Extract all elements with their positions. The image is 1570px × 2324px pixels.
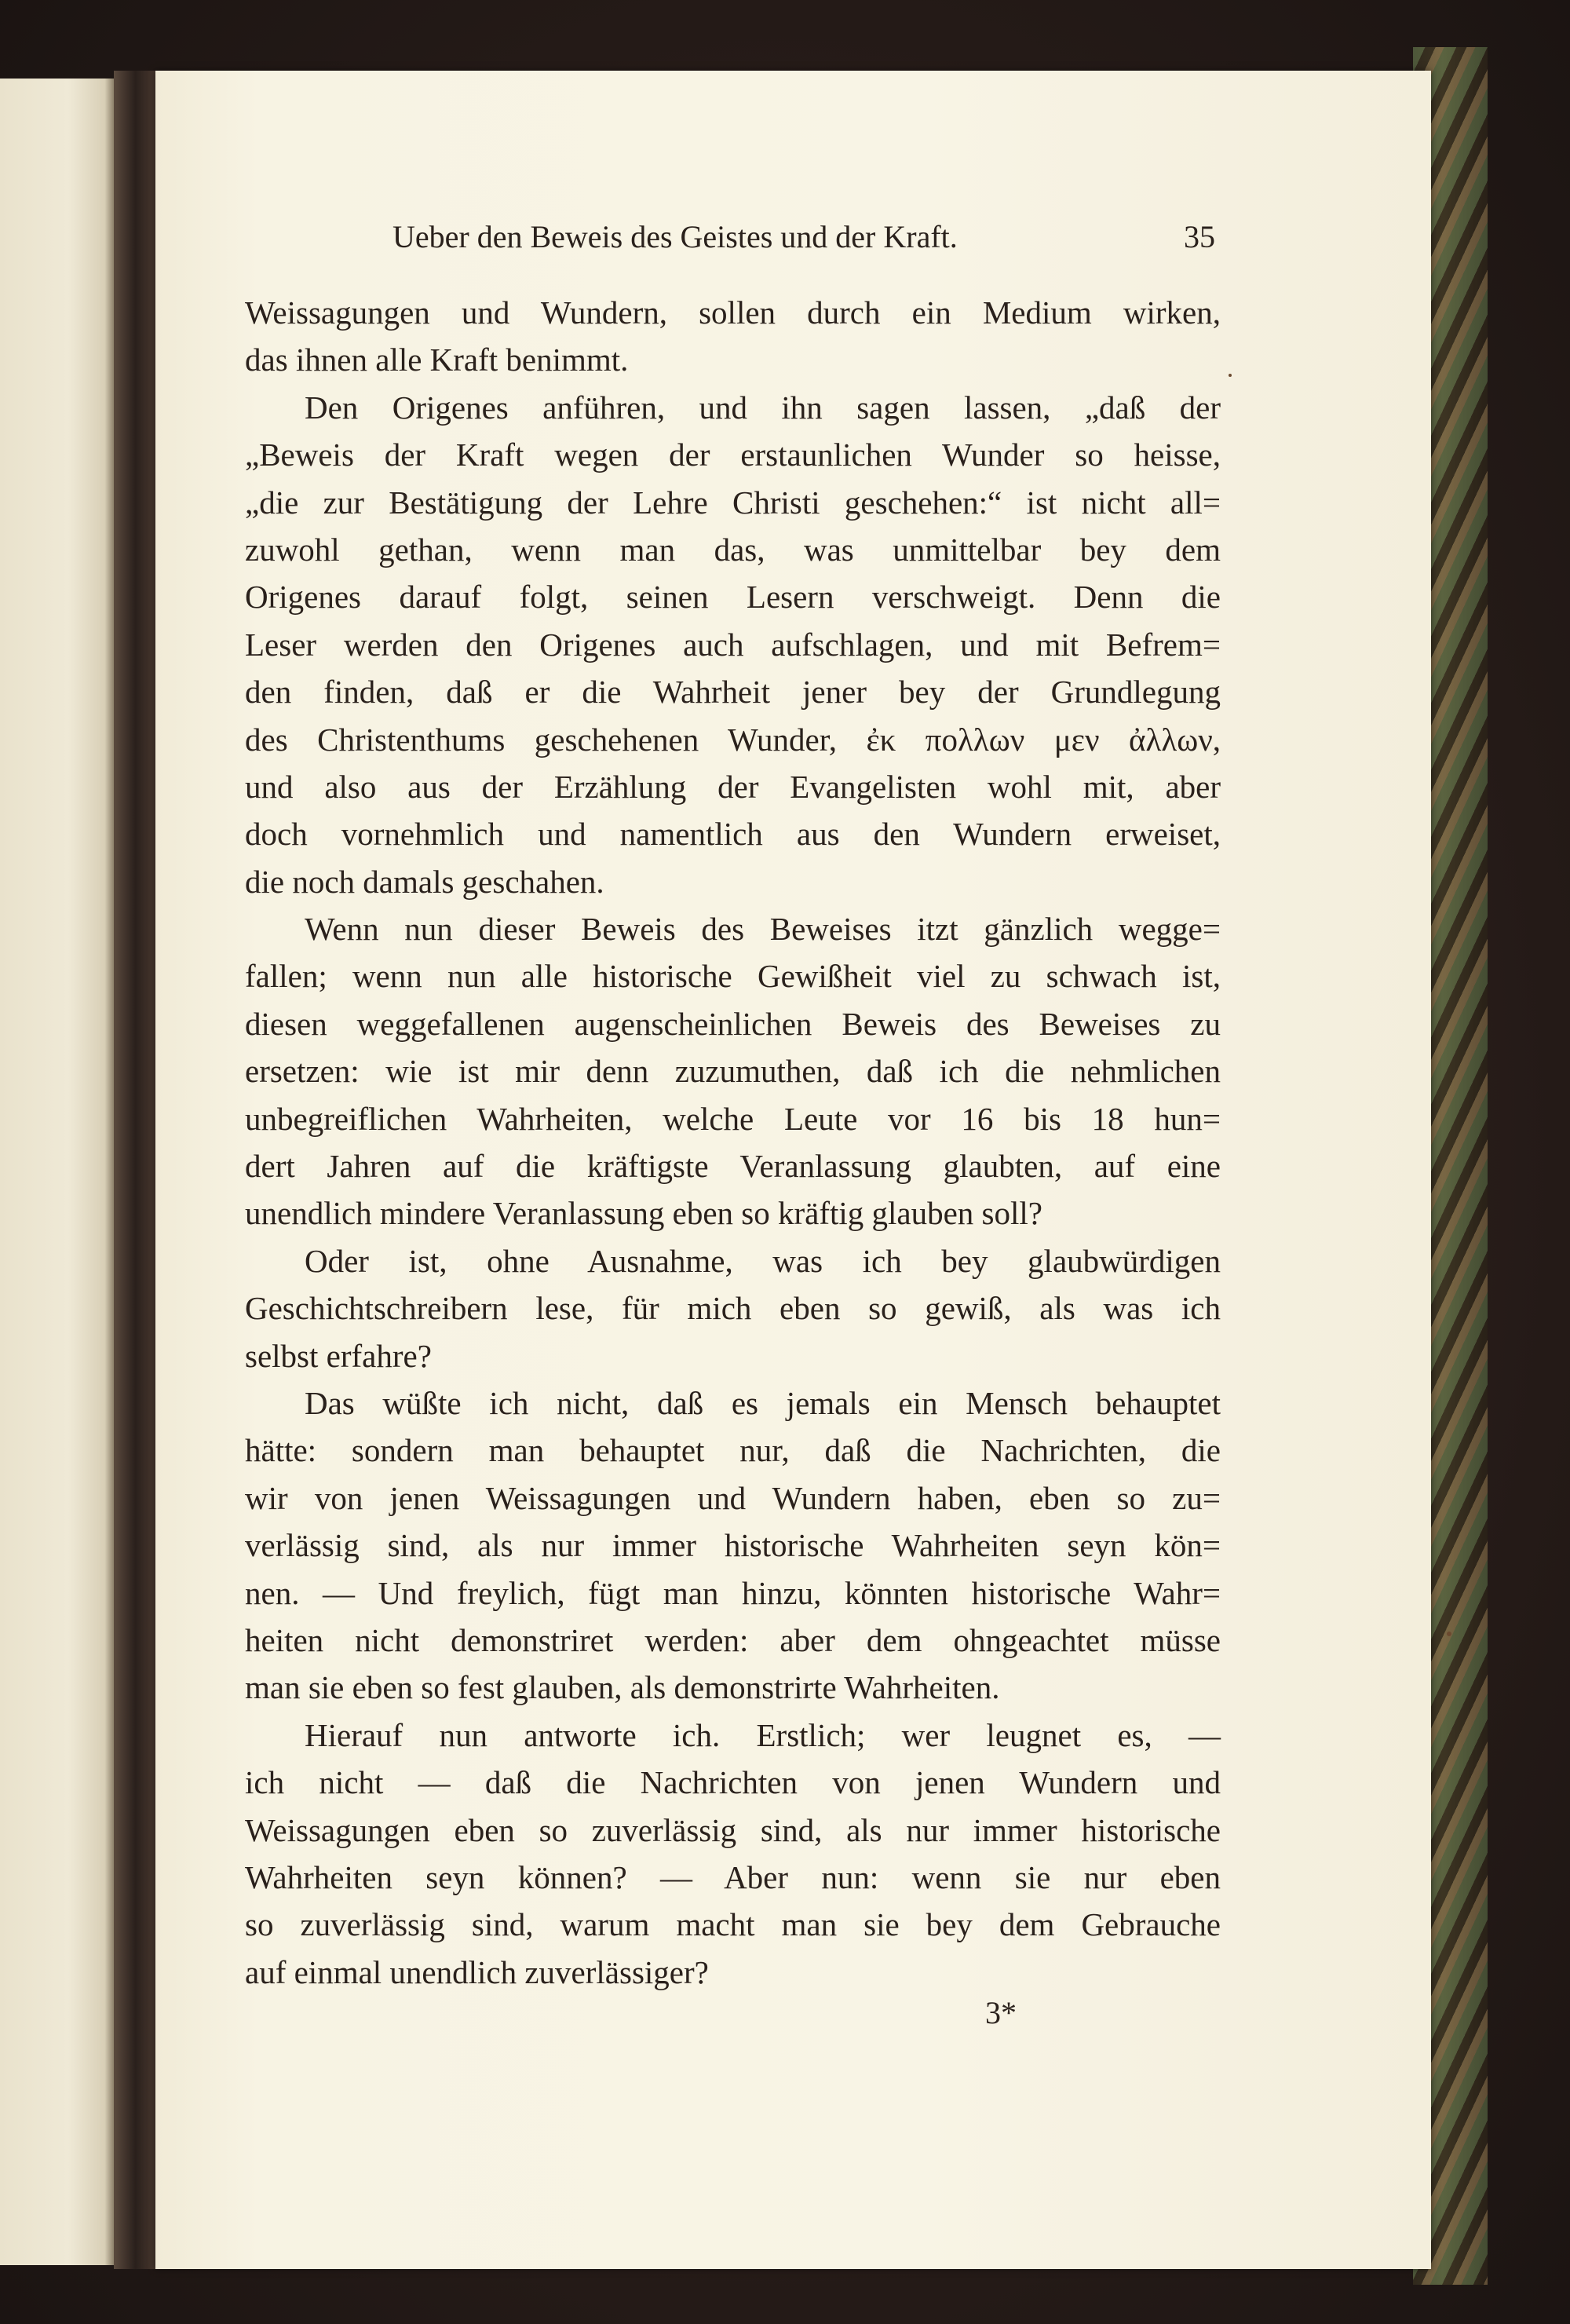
body-text — [245, 289, 1221, 1996]
text-line-content: auf einmal unendlich zuverlässiger? — [245, 1953, 709, 1990]
text-line-content: Den Origenes anführen, und ihn sagen lassen, „daß der — [305, 389, 1221, 426]
text-line — [245, 1617, 1221, 1664]
text-line — [245, 1379, 1221, 1427]
text-line-content: wir von jenen Weissagungen und Wundern haben, eben so zu= — [245, 1479, 1221, 1516]
text-line — [245, 1047, 1221, 1094]
ink-speck — [1229, 374, 1232, 377]
text-line-content: unendlich mindere Veranlassung eben so kräftig glauben soll? — [245, 1195, 1042, 1232]
text-line-content: „die zur Bestätigung der Lehre Christi geschehen:“ ist nicht all= — [245, 484, 1221, 521]
text-line — [245, 668, 1221, 715]
text-line-content: und also aus der Erzählung der Evangelisten wohl mit, aber — [245, 768, 1221, 805]
text-line — [245, 763, 1221, 810]
ink-speck — [1447, 1632, 1451, 1636]
text-line — [245, 1095, 1221, 1142]
text-line — [245, 1189, 1221, 1237]
text-line — [245, 289, 1221, 336]
text-line-content: Weissagungen und Wundern, sollen durch ein Medium wirken, — [245, 294, 1221, 331]
text-line — [245, 952, 1221, 999]
text-line — [245, 336, 1221, 383]
text-line — [245, 621, 1221, 668]
text-line — [245, 1949, 1221, 1996]
text-line — [245, 1854, 1221, 1901]
text-line-content: das ihnen alle Kraft benimmt. — [245, 342, 629, 378]
running-title: Ueber den Beweis des Geistes und der Kraft. — [392, 219, 958, 254]
text-line-content: diesen weggefallenen augenscheinlichen Beweis des Beweises zu — [245, 1005, 1221, 1042]
text-line — [245, 1284, 1221, 1332]
text-line-content: Wenn nun dieser Beweis des Beweises itzt gänzlich wegge= — [305, 911, 1221, 948]
text-line-content: so zuverlässig sind, warum macht man sie bey dem Gebrauche — [245, 1906, 1221, 1943]
text-line-content: hätte: sondern man behauptet nur, daß die Nachrichten, die — [245, 1432, 1221, 1469]
left-page-edge — [0, 79, 114, 2265]
text-line-content: Leser werden den Origenes auch aufschlagen, und mit Befrem= — [245, 626, 1221, 663]
text-line-content: Oder ist, ohne Ausnahme, was ich bey glaubwürdigen — [305, 1242, 1221, 1279]
text-line-content: Wahrheiten seyn können? — Aber nun: wenn sie nur eben — [245, 1858, 1221, 1895]
text-line-content: ich nicht — daß die Nachrichten von jenen Wundern und — [245, 1764, 1221, 1801]
text-line-content: Hierauf nun antworte ich. Erstlich; wer leugnet es, — — [305, 1716, 1221, 1753]
page-number: 35 — [1184, 219, 1215, 254]
text-line — [245, 1237, 1221, 1284]
text-line-content: selbst erfahre? — [245, 1337, 432, 1374]
text-line-content: Origenes darauf folgt, seinen Lesern verschweigt. Denn die — [245, 579, 1221, 616]
text-line — [245, 1142, 1221, 1189]
text-line-content: verlässig sind, als nur immer historische Wahrheiten seyn kön= — [245, 1527, 1221, 1564]
text-line — [245, 1569, 1221, 1617]
text-line-content: heiten nicht demonstriret werden: aber dem ohngeachtet müsse — [245, 1621, 1221, 1658]
text-line — [245, 1332, 1221, 1379]
text-line — [245, 1427, 1221, 1474]
text-line-content: des Christenthums geschehenen Wunder, ἐκ πολλων μεν ἀλλων, — [245, 721, 1221, 758]
book-gutter — [114, 71, 157, 2269]
signature-mark: 3* — [985, 1995, 1017, 2030]
text-line — [245, 573, 1221, 620]
text-line — [245, 431, 1221, 478]
text-line — [245, 1759, 1221, 1806]
text-line-content: ersetzen: wie ist mir denn zuzumuthen, daß ich die nehmlichen — [245, 1053, 1221, 1090]
text-line — [245, 479, 1221, 526]
text-line-content: fallen; wenn nun alle historische Gewißheit viel zu schwach ist, — [245, 958, 1221, 995]
text-line-content: Weissagungen eben so zuverlässig sind, als nur immer historische — [245, 1811, 1221, 1848]
text-line-content: den finden, daß er die Wahrheit jener bey der Grundlegung — [245, 674, 1221, 711]
text-line-content: man sie eben so fest glauben, als demonstrirte Wahrheiten. — [245, 1669, 1000, 1706]
text-line — [245, 905, 1221, 952]
text-line-content: unbegreiflichen Wahrheiten, welche Leute vor 16 bis 18 hun= — [245, 1100, 1221, 1137]
text-line — [245, 1000, 1221, 1047]
text-line — [245, 1474, 1221, 1522]
text-line — [245, 1901, 1221, 1948]
text-line — [245, 1712, 1221, 1759]
text-line-content: nen. — Und freylich, fügt man hinzu, könnten historische Wahr= — [245, 1574, 1221, 1611]
text-line — [245, 1807, 1221, 1854]
text-line-content: Das wüßte ich nicht, daß es jemals ein Mensch behauptet — [305, 1384, 1221, 1421]
text-line — [245, 716, 1221, 763]
text-line-content: die noch damals geschahen. — [245, 863, 604, 900]
text-line — [245, 384, 1221, 431]
text-line — [245, 526, 1221, 573]
text-line — [245, 1664, 1221, 1711]
text-line — [245, 810, 1221, 857]
text-line-content: dert Jahren auf die kräftigste Veranlassung glaubten, auf eine — [245, 1148, 1221, 1185]
text-line — [245, 858, 1221, 905]
text-line-content: „Beweis der Kraft wegen der erstaunlichen Wunder so heisse, — [245, 437, 1221, 473]
text-line-content: Geschichtschreibern lese, für mich eben so gewiß, als was ich — [245, 1290, 1221, 1327]
text-line-content: doch vornehmlich und namentlich aus den Wundern erweiset, — [245, 816, 1221, 853]
text-line — [245, 1522, 1221, 1569]
text-line-content: zuwohl gethan, wenn man das, was unmittelbar bey dem — [245, 531, 1221, 568]
